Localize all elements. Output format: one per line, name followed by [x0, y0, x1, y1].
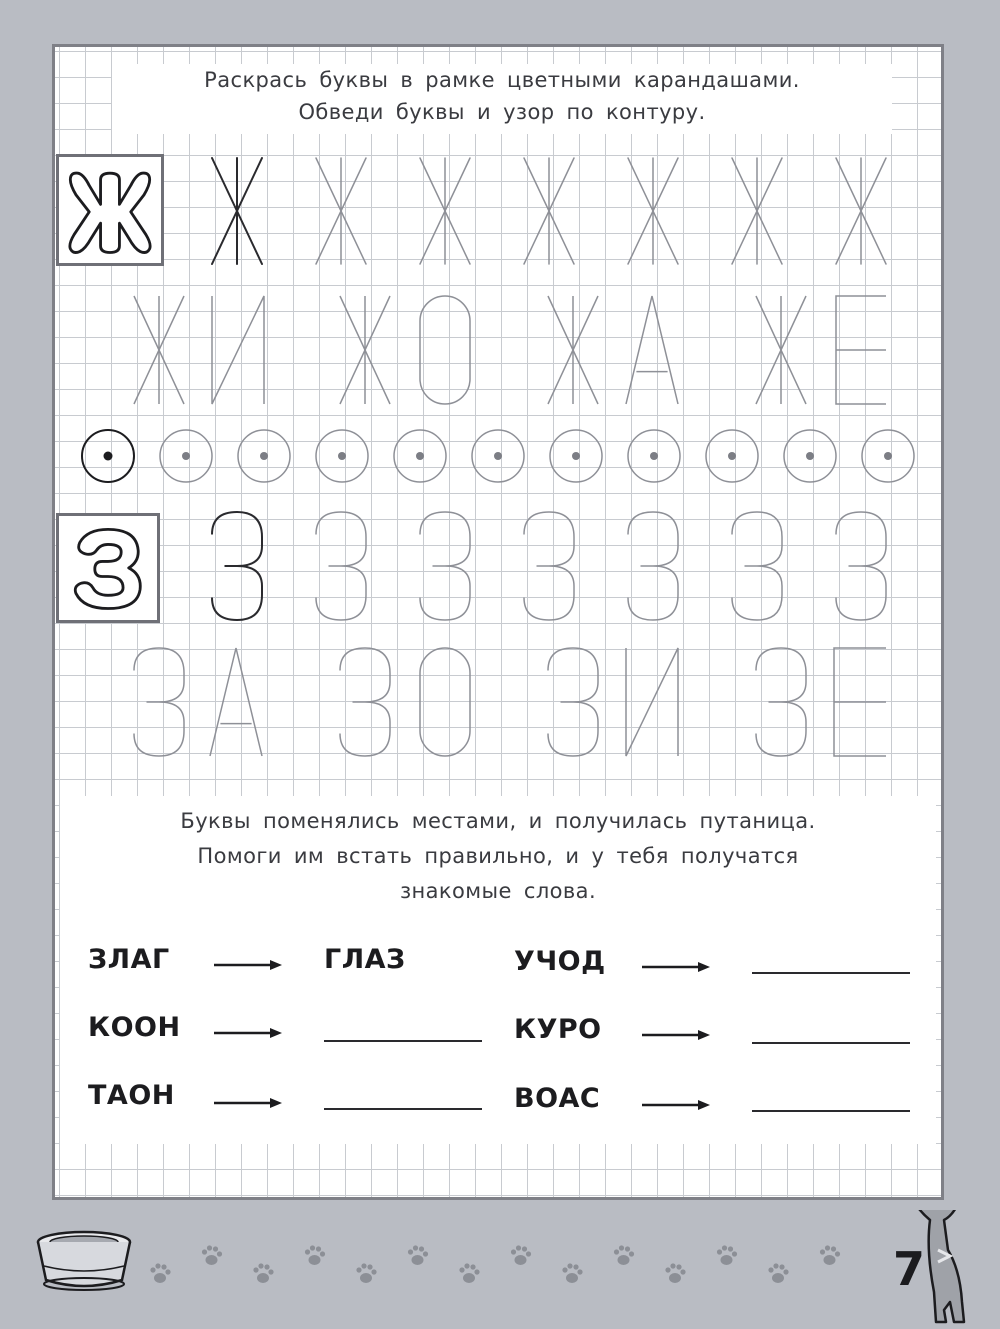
trace-circle-dot	[884, 452, 892, 460]
trace-letter-a	[626, 296, 678, 404]
answer-blank-line[interactable]	[752, 972, 910, 974]
answer-blank-line[interactable]	[324, 1108, 482, 1110]
trace-letter-zh	[524, 158, 574, 264]
trace-letter-z	[134, 648, 184, 756]
scrambled-word: УЧОД	[514, 946, 606, 977]
trace-circle-dot	[728, 452, 736, 460]
trace-letter-o	[420, 648, 470, 756]
trace-letter-e	[836, 296, 886, 404]
answer-blank-line[interactable]	[752, 1110, 910, 1112]
arrow-right-icon	[642, 960, 712, 974]
tracing-row-zh	[212, 158, 886, 264]
arrow-right-icon	[642, 1028, 712, 1042]
instruction-line: Раскрась буквы в рамке цветными карандашами.	[204, 68, 800, 92]
page-number: 7	[893, 1242, 926, 1296]
instruction-line: знакомые слова.	[399, 879, 597, 903]
paw-print-icon	[562, 1263, 582, 1283]
trace-letter-o	[420, 296, 470, 404]
trace-letter-z	[420, 512, 470, 620]
paw-print-icon	[459, 1263, 479, 1283]
trace-circle-dot	[416, 452, 424, 460]
instruction-line: Помоги им встать правильно, и у тебя получатся	[197, 844, 799, 868]
scrambled-word: КУРО	[514, 1014, 602, 1045]
instructions-bottom	[60, 796, 936, 904]
trace-letter-i	[626, 648, 678, 756]
trace-letter-z	[836, 512, 886, 620]
trace-letter-z	[316, 512, 366, 620]
trace-letter-zh	[628, 158, 678, 264]
trace-circle-dot	[572, 452, 580, 460]
trace-letter-z	[548, 648, 598, 756]
trace-letter-zh	[212, 158, 262, 264]
trace-circle-dot	[338, 452, 346, 460]
arrow-right-icon	[214, 1096, 284, 1110]
trace-circle-dot	[650, 452, 658, 460]
scrambled-word: ЗЛАГ	[88, 944, 170, 975]
paw-print-icon	[408, 1245, 428, 1265]
word-puzzle-panel	[60, 904, 936, 1144]
page-footer	[0, 1210, 1000, 1329]
trace-circle-dot	[182, 452, 190, 460]
arrow-right-icon	[214, 1026, 284, 1040]
tracing-row-z	[212, 512, 886, 620]
trace-letter-zh	[134, 296, 184, 404]
scrambled-word: КООН	[88, 1012, 181, 1043]
trace-letter-a	[210, 648, 262, 756]
paw-print-icon	[253, 1263, 273, 1283]
trace-letter-z	[212, 512, 262, 620]
trace-letter-zh	[340, 296, 390, 404]
trace-letter-z	[340, 648, 390, 756]
trace-circle-dot	[104, 452, 113, 461]
pet-bowl-icon	[38, 1232, 130, 1290]
trace-letter-zh	[420, 158, 470, 264]
arrow-right-icon	[642, 1098, 712, 1112]
instruction-line: Обведи буквы и узор по контуру.	[298, 100, 706, 124]
tracing-row-zh-syllables	[134, 296, 886, 404]
tracing-row-circles	[82, 430, 914, 482]
scrambled-word: ТАОН	[88, 1080, 175, 1111]
trace-letter-z	[756, 648, 806, 756]
paw-print-icon	[202, 1245, 222, 1265]
paw-print-icon	[665, 1263, 685, 1283]
paw-print-icon	[150, 1263, 170, 1283]
trace-letter-z	[732, 512, 782, 620]
trace-circle-dot	[806, 452, 814, 460]
paw-print-icon	[614, 1245, 634, 1265]
trace-circle-dot	[494, 452, 502, 460]
paw-print-icon	[511, 1245, 531, 1265]
trace-letter-zh	[316, 158, 366, 264]
trace-letter-zh	[732, 158, 782, 264]
paw-print-icon	[717, 1245, 737, 1265]
tracing-row-z-syllables	[134, 648, 886, 756]
instruction-line: Буквы поменялись местами, и получилась путаница.	[180, 809, 816, 833]
trace-circle-dot	[260, 452, 268, 460]
scrambled-word: ВОАС	[514, 1083, 601, 1114]
paw-print-trail	[150, 1245, 840, 1283]
answer-blank-line[interactable]	[324, 1040, 482, 1042]
trace-letter-z	[524, 512, 574, 620]
paw-print-icon	[820, 1245, 840, 1265]
paw-print-icon	[305, 1245, 325, 1265]
trace-letter-e	[834, 648, 886, 756]
trace-letter-z	[628, 512, 678, 620]
trace-letter-zh	[836, 158, 886, 264]
trace-letter-zh	[756, 296, 806, 404]
arrow-right-icon	[214, 958, 284, 972]
answer-word: ГЛАЗ	[324, 944, 406, 975]
answer-blank-line[interactable]	[752, 1042, 910, 1044]
paw-print-icon	[768, 1263, 788, 1283]
paw-print-icon	[356, 1263, 376, 1283]
trace-letter-zh	[548, 296, 598, 404]
trace-letter-i	[212, 296, 264, 404]
